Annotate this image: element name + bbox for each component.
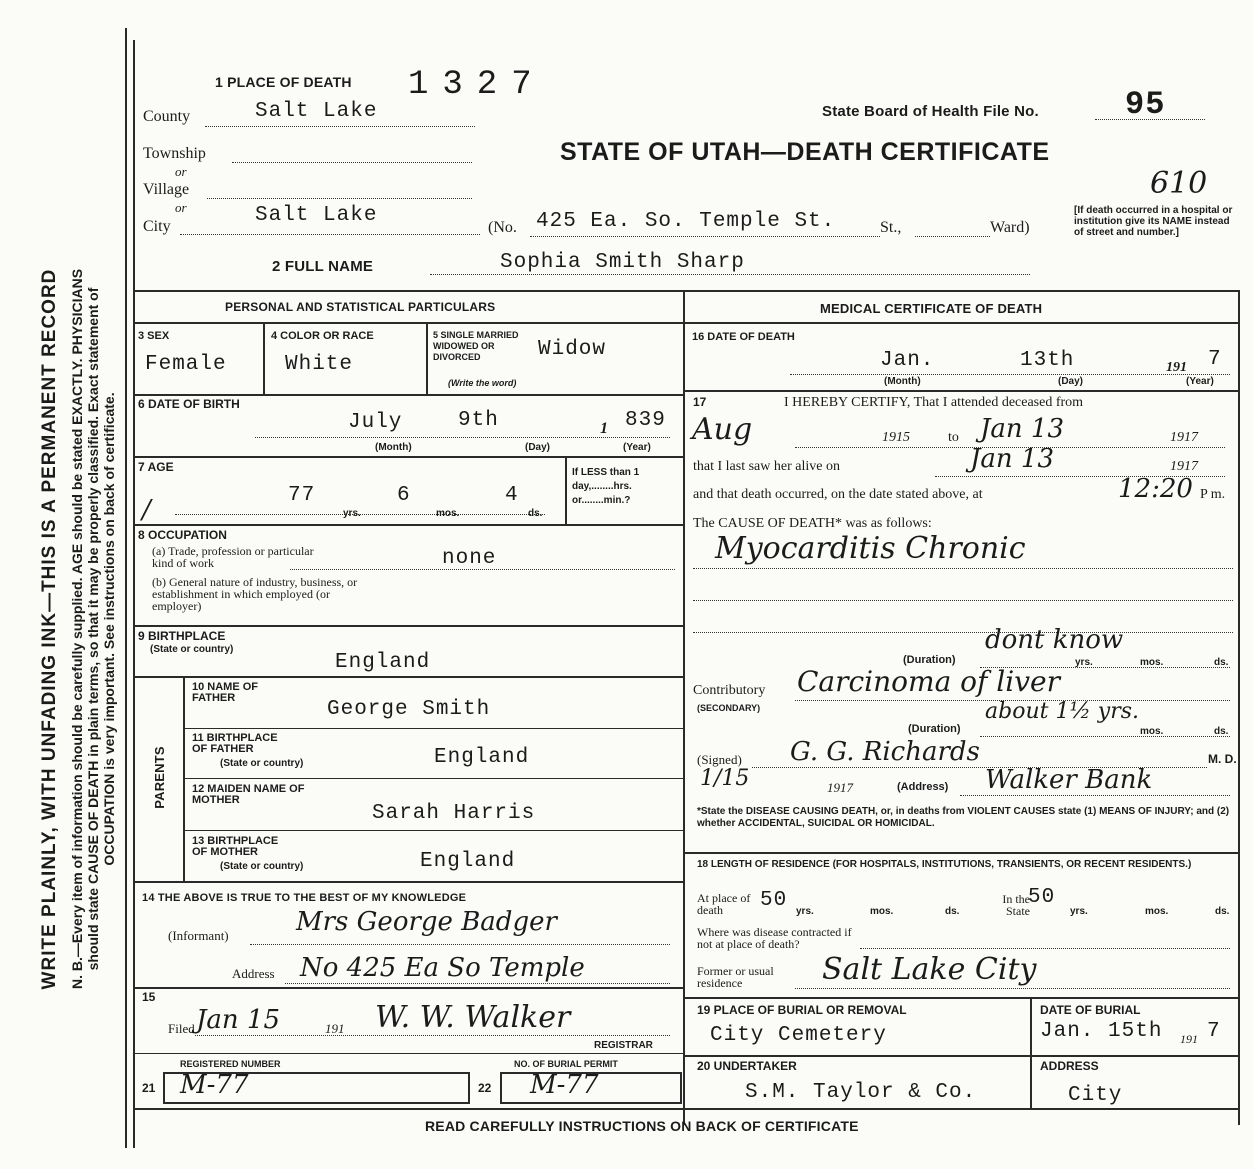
undertaker-divider [1030, 1055, 1032, 1108]
true-statement-label: 14 THE ABOVE IS TRUE TO THE BEST OF MY KNOWLEDGE [142, 892, 467, 904]
filed-number: 15 [142, 990, 156, 1004]
cause-of-death: Myocarditis Chronic [715, 531, 1026, 566]
row-dod-bottom [683, 390, 1238, 392]
from-year: 1915 [882, 430, 910, 445]
cause-footnote: *State the DISEASE CAUSING DEATH, or, in deaths from VIOLENT CAUSES state (1) MEANS OF INJURY; and (2) whether ACCIDENTAL, SUICIDAL OR HOMICIDAL. [697, 806, 1230, 829]
race-value: White [285, 353, 354, 376]
dob-year-caption: (Year) [623, 442, 651, 453]
physician-address-label: (Address) [897, 781, 949, 793]
informant-line [250, 944, 670, 945]
township-label: Township [143, 145, 206, 162]
permit-index: 22 [478, 1081, 492, 1095]
row-age-bottom [133, 524, 683, 526]
father-birthplace-label: 11 BIRTHPLACE OF FATHER [192, 732, 278, 755]
sex-race-divider [263, 322, 265, 394]
age-mos-caption: mos. [436, 508, 460, 519]
burial-year-prefix: 191 [1180, 1032, 1198, 1046]
informant-signature: Mrs George Badger [296, 907, 557, 937]
street-no-label: (No. [488, 219, 517, 236]
city-value: Salt Lake [255, 204, 378, 227]
physician-signature: G. G. Richards [790, 737, 980, 767]
age-mark: / [142, 495, 151, 525]
dob-day: 9th [458, 409, 499, 432]
occupation-b: (b) General nature of industry, business, or establishment in which employed (or employer) [152, 575, 358, 613]
grid-top [133, 290, 1238, 292]
registrar-label: REGISTRAR [594, 1040, 653, 1051]
death-date-line [790, 374, 1230, 375]
last-saw-label: that I last saw her alive on [693, 459, 840, 474]
death-month-caption: (Month) [884, 376, 921, 387]
registrar-signature: W. W. Walker [375, 1000, 571, 1035]
row-medical-bottom [683, 852, 1238, 854]
secondary-label: (SECONDARY) [697, 703, 761, 713]
former-residence: Salt Lake City [822, 952, 1037, 987]
death-occurred-label: and that death occurred, on the date stated above, at [693, 487, 983, 502]
full-name-label: 2 FULL NAME [272, 258, 374, 275]
occupation-line [290, 569, 675, 570]
death-year-caption: (Year) [1186, 376, 1214, 387]
row-mother-bp-bottom [133, 881, 683, 883]
sidebar-note-3: OCCUPATION is very important. See instructions on back of certificate. [101, 392, 117, 866]
township-line [232, 162, 472, 163]
dob-month: July [348, 411, 403, 434]
sidebar-main: WRITE PLAINLY, WITH UNFADING INK—THIS IS A PERMANENT RECORD [39, 268, 60, 990]
village-label: Village [143, 181, 190, 198]
file-no-line [1095, 119, 1205, 120]
row-informant-bottom [133, 987, 683, 989]
birthplace-sub: (State or country) [150, 644, 234, 655]
undertaker-label: 20 UNDERTAKER [697, 1059, 797, 1073]
personal-heading-rule [133, 322, 683, 324]
dob-label: 6 DATE OF BIRTH [138, 397, 240, 411]
contributory-cause: Carcinoma of liver [797, 665, 1060, 698]
in-state-mos: mos. [1145, 906, 1169, 917]
grid-bottom [133, 1108, 1238, 1110]
full-name-line [430, 274, 1030, 275]
marital-label: 5 SINGLE MARRIED WIDOWED OR DIVORCED [433, 330, 519, 362]
marital-value: Widow [538, 338, 607, 361]
death-year-prefix: 191 [1166, 360, 1187, 375]
occupation-value: none [442, 547, 497, 570]
ward-label: Ward) [990, 219, 1030, 236]
physician-address-line [960, 795, 1230, 796]
mother-name-value: Sarah Harris [372, 802, 536, 825]
at-place-yrs: yrs. [796, 906, 814, 917]
signed-label: (Signed) [697, 752, 742, 767]
row-father-bottom [183, 728, 683, 729]
row-birthplace-bottom [133, 676, 683, 678]
grid-middle [683, 290, 685, 1125]
signed-date: 1/15 [700, 766, 750, 791]
father-birthplace-sub: (State or country) [220, 758, 304, 769]
father-name-value: George Smith [327, 698, 491, 721]
duration-1: dont know [985, 625, 1124, 655]
informant-label: (Informant) [168, 928, 229, 943]
burial-date: Jan. 15th [1040, 1020, 1163, 1043]
certificate-title: STATE OF UTAH—DEATH CERTIFICATE [560, 138, 1050, 166]
cause-label: The CAUSE OF DEATH* was as follows: [693, 516, 932, 531]
city-line [180, 234, 480, 235]
age-less-than: If LESS than 1 day,........hrs. or........min.? [572, 467, 640, 506]
county-label: County [143, 108, 191, 125]
registered-number-label: REGISTERED NUMBER [180, 1059, 281, 1069]
to-year: 1917 [1170, 430, 1198, 445]
former-line [795, 988, 1230, 989]
age-label: 7 AGE [138, 460, 174, 474]
street-address: 425 Ea. So. Temple St. [536, 210, 836, 233]
sidebar-border [125, 28, 127, 1148]
last-saw-date: Jan 13 [970, 444, 1055, 474]
md-label: M. D. [1208, 752, 1237, 766]
attended-from: Aug [692, 412, 753, 447]
age-less-divider [565, 456, 567, 524]
footer-instructions: READ CAREFULLY INSTRUCTIONS ON BACK OF CERTIFICATE [425, 1118, 859, 1134]
personal-heading: PERSONAL AND STATISTICAL PARTICULARS [225, 300, 496, 314]
at-place-value: 50 [760, 889, 788, 912]
dob-line [255, 437, 670, 438]
age-ds-caption: ds. [528, 508, 543, 519]
burial-permit-label: NO. OF BURIAL PERMIT [514, 1059, 618, 1069]
undertaker-address-label: ADDRESS [1040, 1059, 1099, 1073]
file-no-label: State Board of Health File No. [822, 103, 1039, 120]
burial-permit-value: M-77 [530, 1070, 599, 1100]
street-st-label: St., [880, 219, 902, 236]
sidebar-note-2: should state CAUSE OF DEATH in plain terms, so that it may be properly classified. Exact statement of [85, 287, 101, 971]
mother-birthplace-label: 13 BIRTHPLACE OF MOTHER [192, 835, 279, 858]
dob-day-caption: (Day) [525, 442, 551, 453]
duration-1-ds: ds. [1214, 657, 1229, 668]
grid-right [1238, 290, 1240, 1125]
occupation-a: (a) Trade, profession or particular kind of work [152, 544, 314, 570]
stamp-number: 1327 [408, 66, 546, 104]
sex-label: 3 SEX [138, 330, 170, 342]
father-name-label: 10 NAME OF FATHER [192, 681, 259, 704]
city-label: City [143, 218, 171, 235]
duration-1-mos: mos. [1140, 657, 1164, 668]
medical-heading: MEDICAL CERTIFICATE OF DEATH [820, 301, 1043, 316]
informant-address: No 425 Ea So Temple [300, 953, 585, 983]
file-no-value: 95 [1125, 86, 1166, 123]
informant-address-label: Address [232, 966, 275, 981]
filed-line [195, 1035, 670, 1036]
filed-date: Jan 15 [196, 1005, 281, 1035]
row-occupation-bottom [133, 625, 683, 627]
county-value: Salt Lake [255, 100, 378, 123]
parents-label: PARENTS [151, 746, 167, 809]
birthplace-label: 9 BIRTHPLACE [138, 629, 226, 643]
row-residence-bottom [683, 997, 1238, 999]
cause-line-1 [693, 568, 1233, 569]
birthplace-value: England [335, 651, 431, 674]
row-sex-bottom [133, 394, 683, 396]
certify-text: I HEREBY CERTIFY, That I attended deceased from [784, 395, 1084, 410]
burial-year: 7 [1207, 1020, 1221, 1043]
dob-year: 839 [625, 409, 666, 432]
duration-2: about 1½ yrs. [985, 699, 1139, 724]
street-line [530, 236, 880, 237]
death-day: 13th [1020, 349, 1075, 372]
duration-2-line [980, 736, 1230, 737]
medical-heading-rule [683, 322, 1238, 324]
registered-number-value: M-77 [180, 1070, 249, 1100]
age-years: 77 [288, 484, 316, 507]
death-day-caption: (Day) [1058, 376, 1084, 387]
physician-address: Walker Bank [985, 765, 1153, 795]
hospital-note: [If death occurred in a hospital or institution give its NAME instead of street and number.] [1074, 205, 1233, 238]
father-birthplace-value: England [434, 746, 530, 769]
date-of-death-label: 16 DATE OF DEATH [692, 331, 795, 343]
filed-label: Filed [168, 1021, 195, 1036]
full-name-value: Sophia Smith Sharp [500, 251, 745, 274]
mother-birthplace-sub: (State or country) [220, 861, 304, 872]
former-residence-label: Former or usual residence [697, 964, 774, 990]
undertaker-address: City [1068, 1084, 1123, 1107]
row-dob-bottom [133, 456, 683, 458]
place-of-death-label: 1 PLACE OF DEATH [215, 74, 352, 90]
local-number: 610 [1150, 166, 1208, 201]
race-marital-divider [426, 322, 428, 394]
contracted-label: Where was disease contracted if not at place of death? [697, 925, 852, 951]
county-line [205, 126, 475, 127]
dob-month-caption: (Month) [375, 442, 412, 453]
or-label-1: or [175, 164, 187, 179]
in-state-value: 50 [1028, 886, 1056, 909]
undertaker-value: S.M. Taylor & Co. [745, 1081, 977, 1104]
in-state-yrs: yrs. [1070, 906, 1088, 917]
occupation-label: 8 OCCUPATION [138, 528, 227, 542]
village-line [207, 198, 472, 199]
in-state-label: In the State [1002, 892, 1030, 918]
age-yrs-caption: yrs. [343, 508, 361, 519]
informant-address-line [285, 983, 670, 984]
to-label: to [948, 430, 959, 445]
duration-1-yrs: yrs. [1075, 657, 1093, 668]
row-mother-bottom [183, 830, 683, 831]
duration-label-1: (Duration) [903, 654, 956, 666]
item-17: 17 [693, 395, 707, 409]
duration-label-2: (Duration) [908, 723, 961, 735]
row-father-bp-bottom [183, 778, 683, 779]
dob-year-prefix: 1 [600, 420, 608, 437]
race-label: 4 COLOR OR RACE [271, 330, 374, 342]
mother-birthplace-value: England [420, 850, 516, 873]
death-year: 7 [1208, 348, 1222, 371]
mother-name-label: 12 MAIDEN NAME OF MOTHER [192, 783, 305, 806]
signed-year: 1917 [827, 780, 853, 795]
marital-note: (Write the word) [448, 378, 517, 388]
ward-line [915, 236, 990, 237]
sidebar-note-1: N. B.—Every item of information should be carefully supplied. AGE should be stated EXACTLY. PHYSICIANS [69, 268, 85, 990]
row-filed-bottom [133, 1053, 683, 1054]
duration-2-mos: mos. [1140, 726, 1164, 737]
death-time: 12:20 [1118, 474, 1193, 504]
burial-place: City Cemetery [710, 1024, 887, 1047]
age-months: 6 [397, 484, 411, 507]
duration-2-ds: ds. [1214, 726, 1229, 737]
at-place-ds: ds. [945, 906, 960, 917]
residence-label: 18 LENGTH OF RESIDENCE (FOR HOSPITALS, INSTITUTIONS, TRANSIENTS, OR RECENT RESIDENTS.) [697, 859, 1192, 870]
last-saw-year: 1917 [1170, 459, 1198, 474]
contracted-line [860, 948, 1230, 949]
burial-divider [1030, 997, 1032, 1055]
attended-to: Jan 13 [980, 414, 1065, 444]
cause-line-3 [693, 632, 1233, 633]
burial-place-label: 19 PLACE OF BURIAL OR REMOVAL [697, 1003, 907, 1017]
at-place-mos: mos. [870, 906, 894, 917]
death-month: Jan. [880, 349, 935, 372]
burial-date-label: DATE OF BURIAL [1040, 1003, 1141, 1017]
row-burial-bottom [683, 1055, 1238, 1057]
filed-year: 191 [325, 1021, 345, 1036]
registered-index: 21 [142, 1081, 156, 1095]
contributory-label: Contributory [693, 683, 766, 698]
or-label-2: or [175, 200, 187, 215]
at-place-label: At place of death [697, 891, 751, 917]
sidebar-instructions [39, 89, 117, 1169]
form-left-border [133, 40, 135, 1148]
in-state-ds: ds. [1215, 906, 1230, 917]
death-time-suffix: P m. [1200, 487, 1226, 502]
age-days: 4 [505, 484, 519, 507]
cause-line-2 [693, 600, 1233, 601]
sex-value: Female [145, 353, 227, 376]
